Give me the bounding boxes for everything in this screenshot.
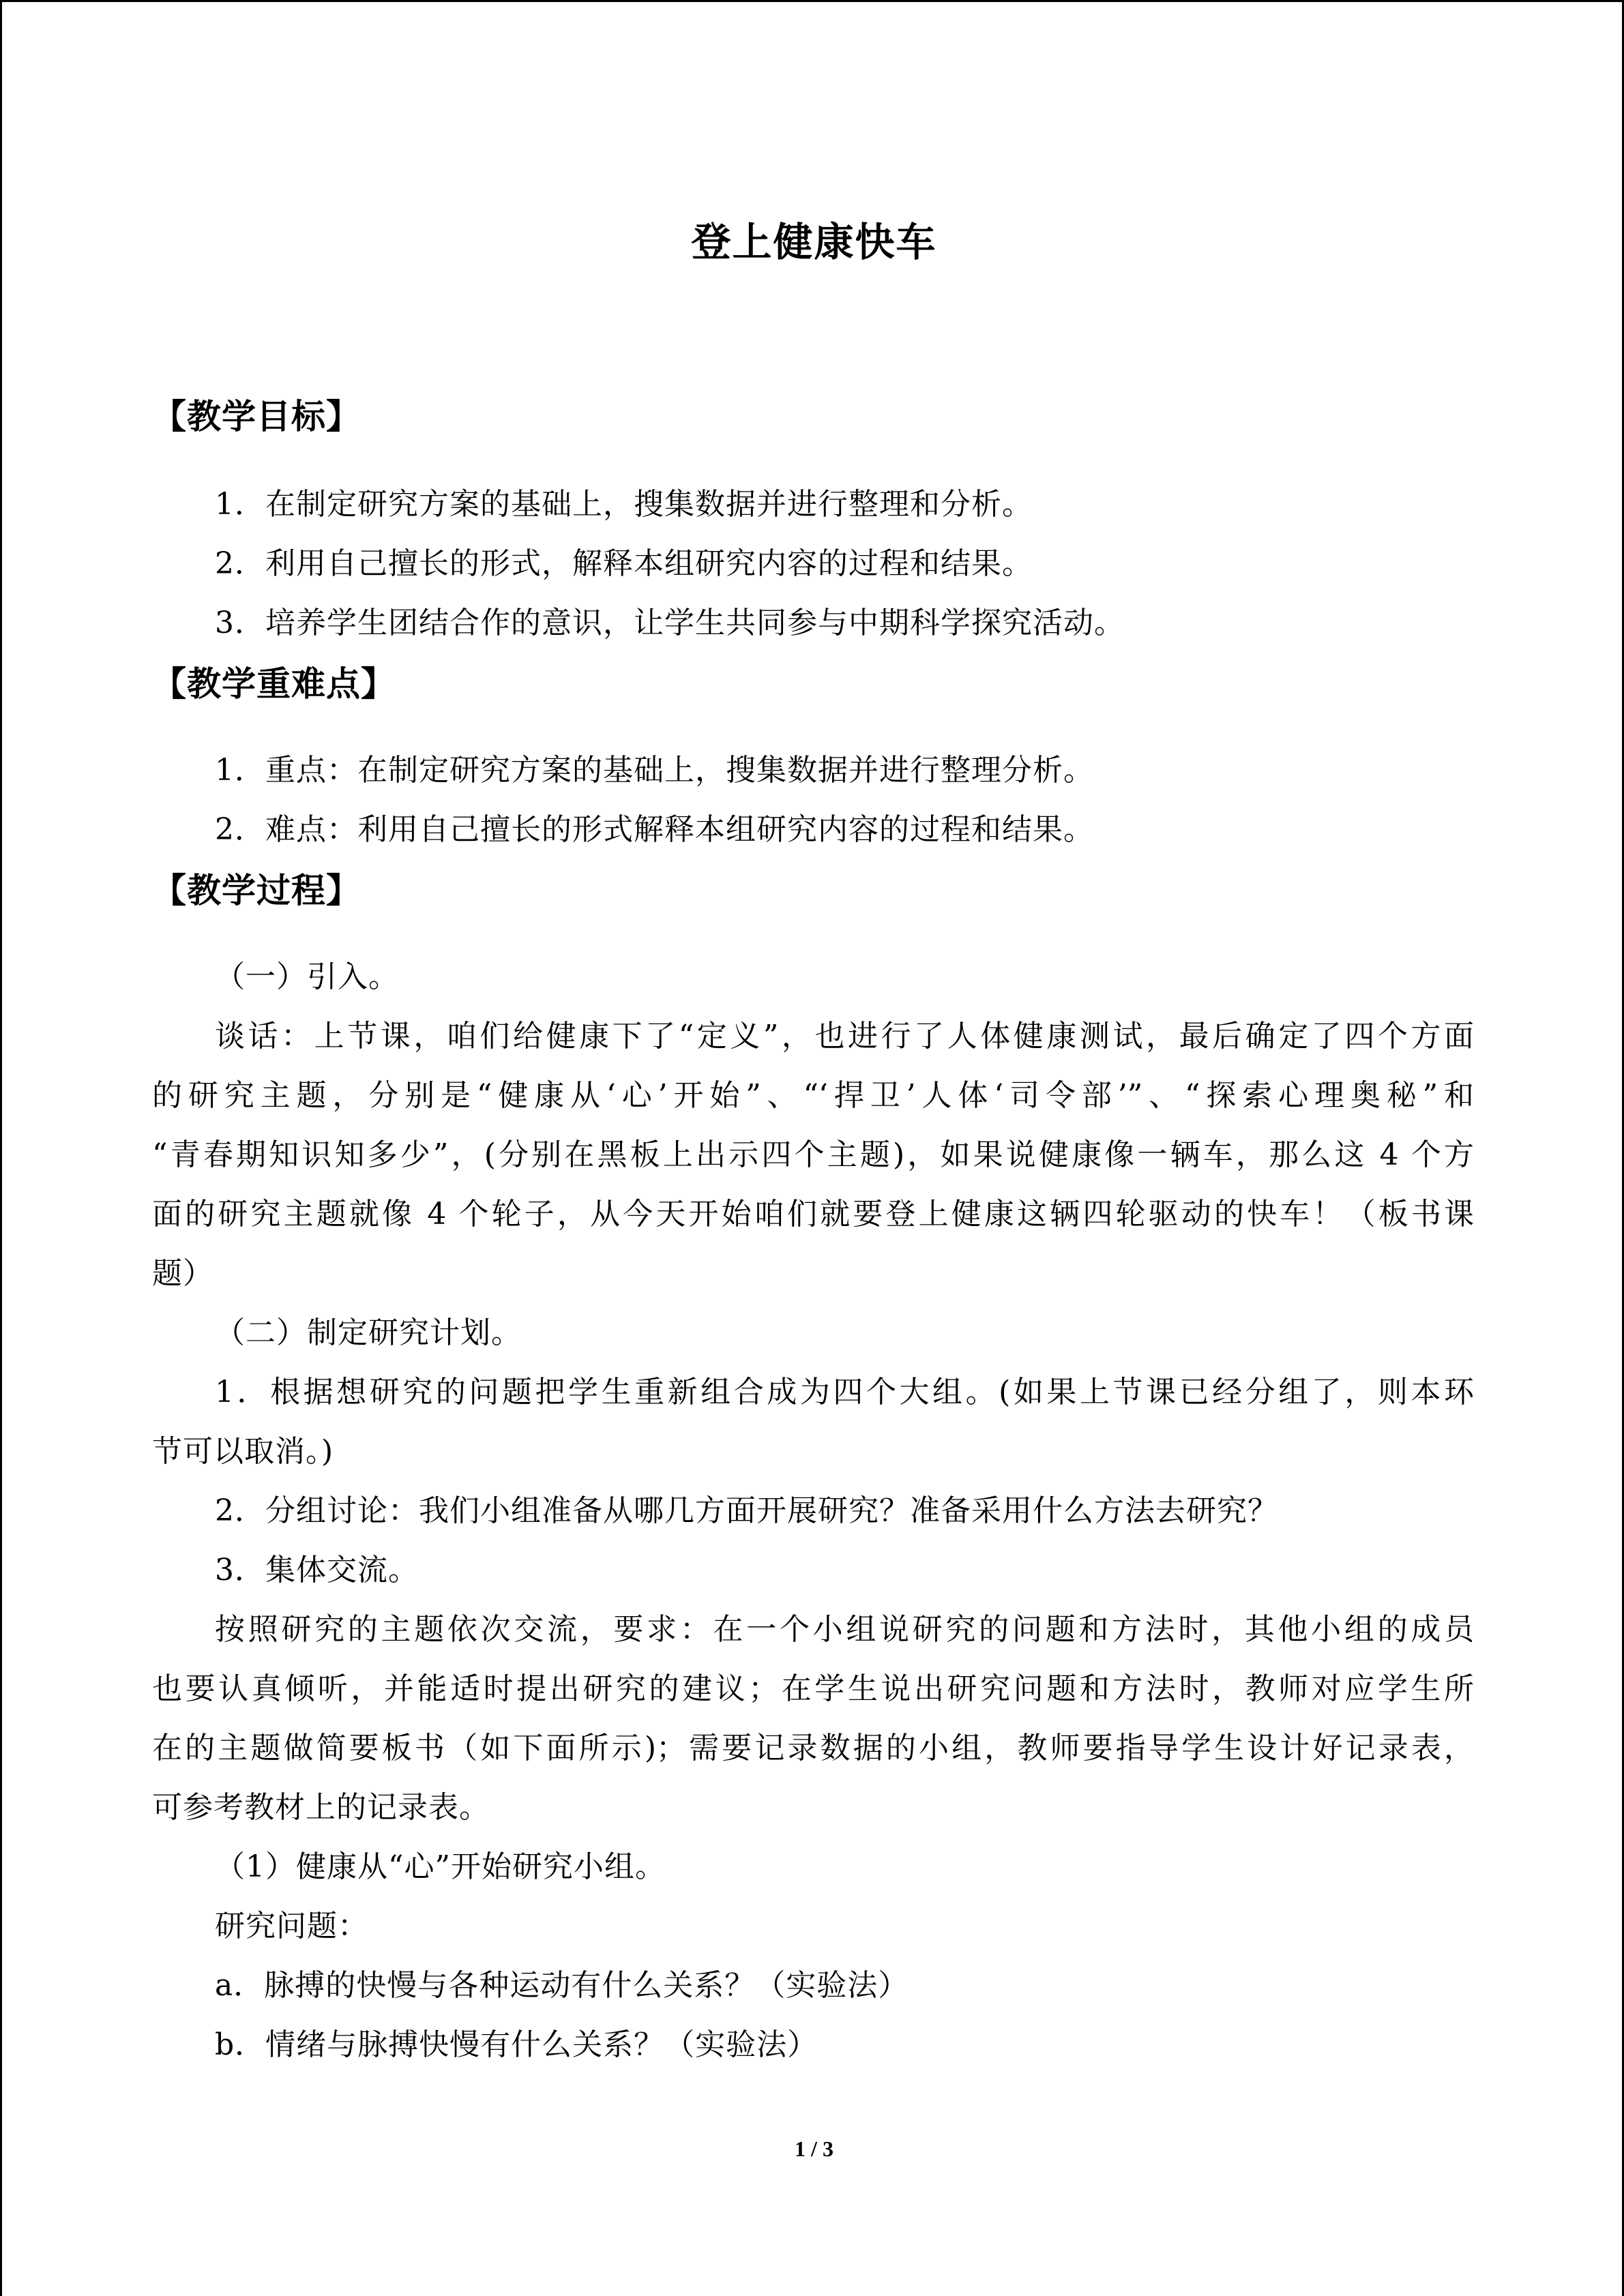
process-paragraph-line: 3．集体交流。 xyxy=(215,1553,419,1587)
process-paragraph-line: 2．分组讨论：我们小组准备从哪几方面开展研究？准备采用什么方法去研究？ xyxy=(215,1493,1278,1528)
process-subheading-plan: （二）制定研究计划。 xyxy=(215,1315,522,1350)
objective-item: 3．培养学生团结合作的意识，让学生共同参与中期科学探究活动。 xyxy=(215,606,1125,640)
process-paragraph-line: 节可以取消。) xyxy=(152,1434,334,1469)
objective-item: 2．利用自己擅长的形式，解释本组研究内容的过程和结果。 xyxy=(215,546,1033,581)
process-paragraph-line: 也要认真倾听，并能适时提出研究的建议；在学生说出研究问题和方法时，教师对应学生所 xyxy=(152,1671,1474,1706)
process-paragraph-line: 面的研究主题就像 4 个轮子，从今天开始咱们就要登上健康这辆四轮驱动的快车！（板书课 xyxy=(152,1197,1474,1232)
process-paragraph-line: 的研究主题，分别是“健康从‘心’开始”、“‘捍卫’人体‘司令部’”、“探索心理奥秘”和 xyxy=(152,1078,1474,1113)
keypoint-item: 2．难点：利用自己擅长的形式解释本组研究内容的过程和结果。 xyxy=(215,812,1094,847)
process-paragraph-line: 按照研究的主题依次交流，要求：在一个小组说研究的问题和方法时，其他小组的成员 xyxy=(215,1612,1474,1647)
process-paragraph-line: 研究问题： xyxy=(215,1909,368,1943)
objective-item: 1．在制定研究方案的基础上，搜集数据并进行整理和分析。 xyxy=(215,487,1033,522)
process-heading: 【教学过程】 xyxy=(152,871,361,910)
process-paragraph-line: 题） xyxy=(152,1256,213,1291)
keypoint-item: 1．重点：在制定研究方案的基础上，搜集数据并进行整理分析。 xyxy=(215,753,1094,788)
process-paragraph-line: 1．根据想研究的问题把学生重新组合成为四个大组。(如果上节课已经分组了，则本环 xyxy=(215,1375,1474,1410)
document-title: 登上健康快车 xyxy=(691,219,937,265)
process-paragraph-line: “青春期知识知多少”，(分别在黑板上出示四个主题)，如果说健康像一辆车，那么这 4 个方 xyxy=(152,1137,1474,1172)
process-subheading-intro: （一）引入。 xyxy=(215,959,399,994)
process-paragraph-line: a．脉搏的快慢与各种运动有什么关系？（实验法） xyxy=(215,1968,909,2003)
keypoints-heading: 【教学重难点】 xyxy=(152,664,396,704)
page-number: 1 / 3 xyxy=(795,2136,833,2161)
objectives-heading: 【教学目标】 xyxy=(152,397,361,436)
process-paragraph-line: 可参考教材上的记录表。 xyxy=(152,1790,490,1825)
process-paragraph-line: 在的主题做简要板书（如下面所示)；需要记录数据的小组，教师要指导学生设计好记录表， xyxy=(152,1731,1474,1765)
process-paragraph-line: 谈话：上节课，咱们给健康下了“定义”，也进行了人体健康测试，最后确定了四个方面 xyxy=(215,1019,1474,1054)
process-paragraph-line: （1）健康从“心”开始研究小组。 xyxy=(215,1849,666,1884)
process-paragraph-line: b．情绪与脉搏快慢有什么关系？（实验法） xyxy=(215,2027,818,2062)
